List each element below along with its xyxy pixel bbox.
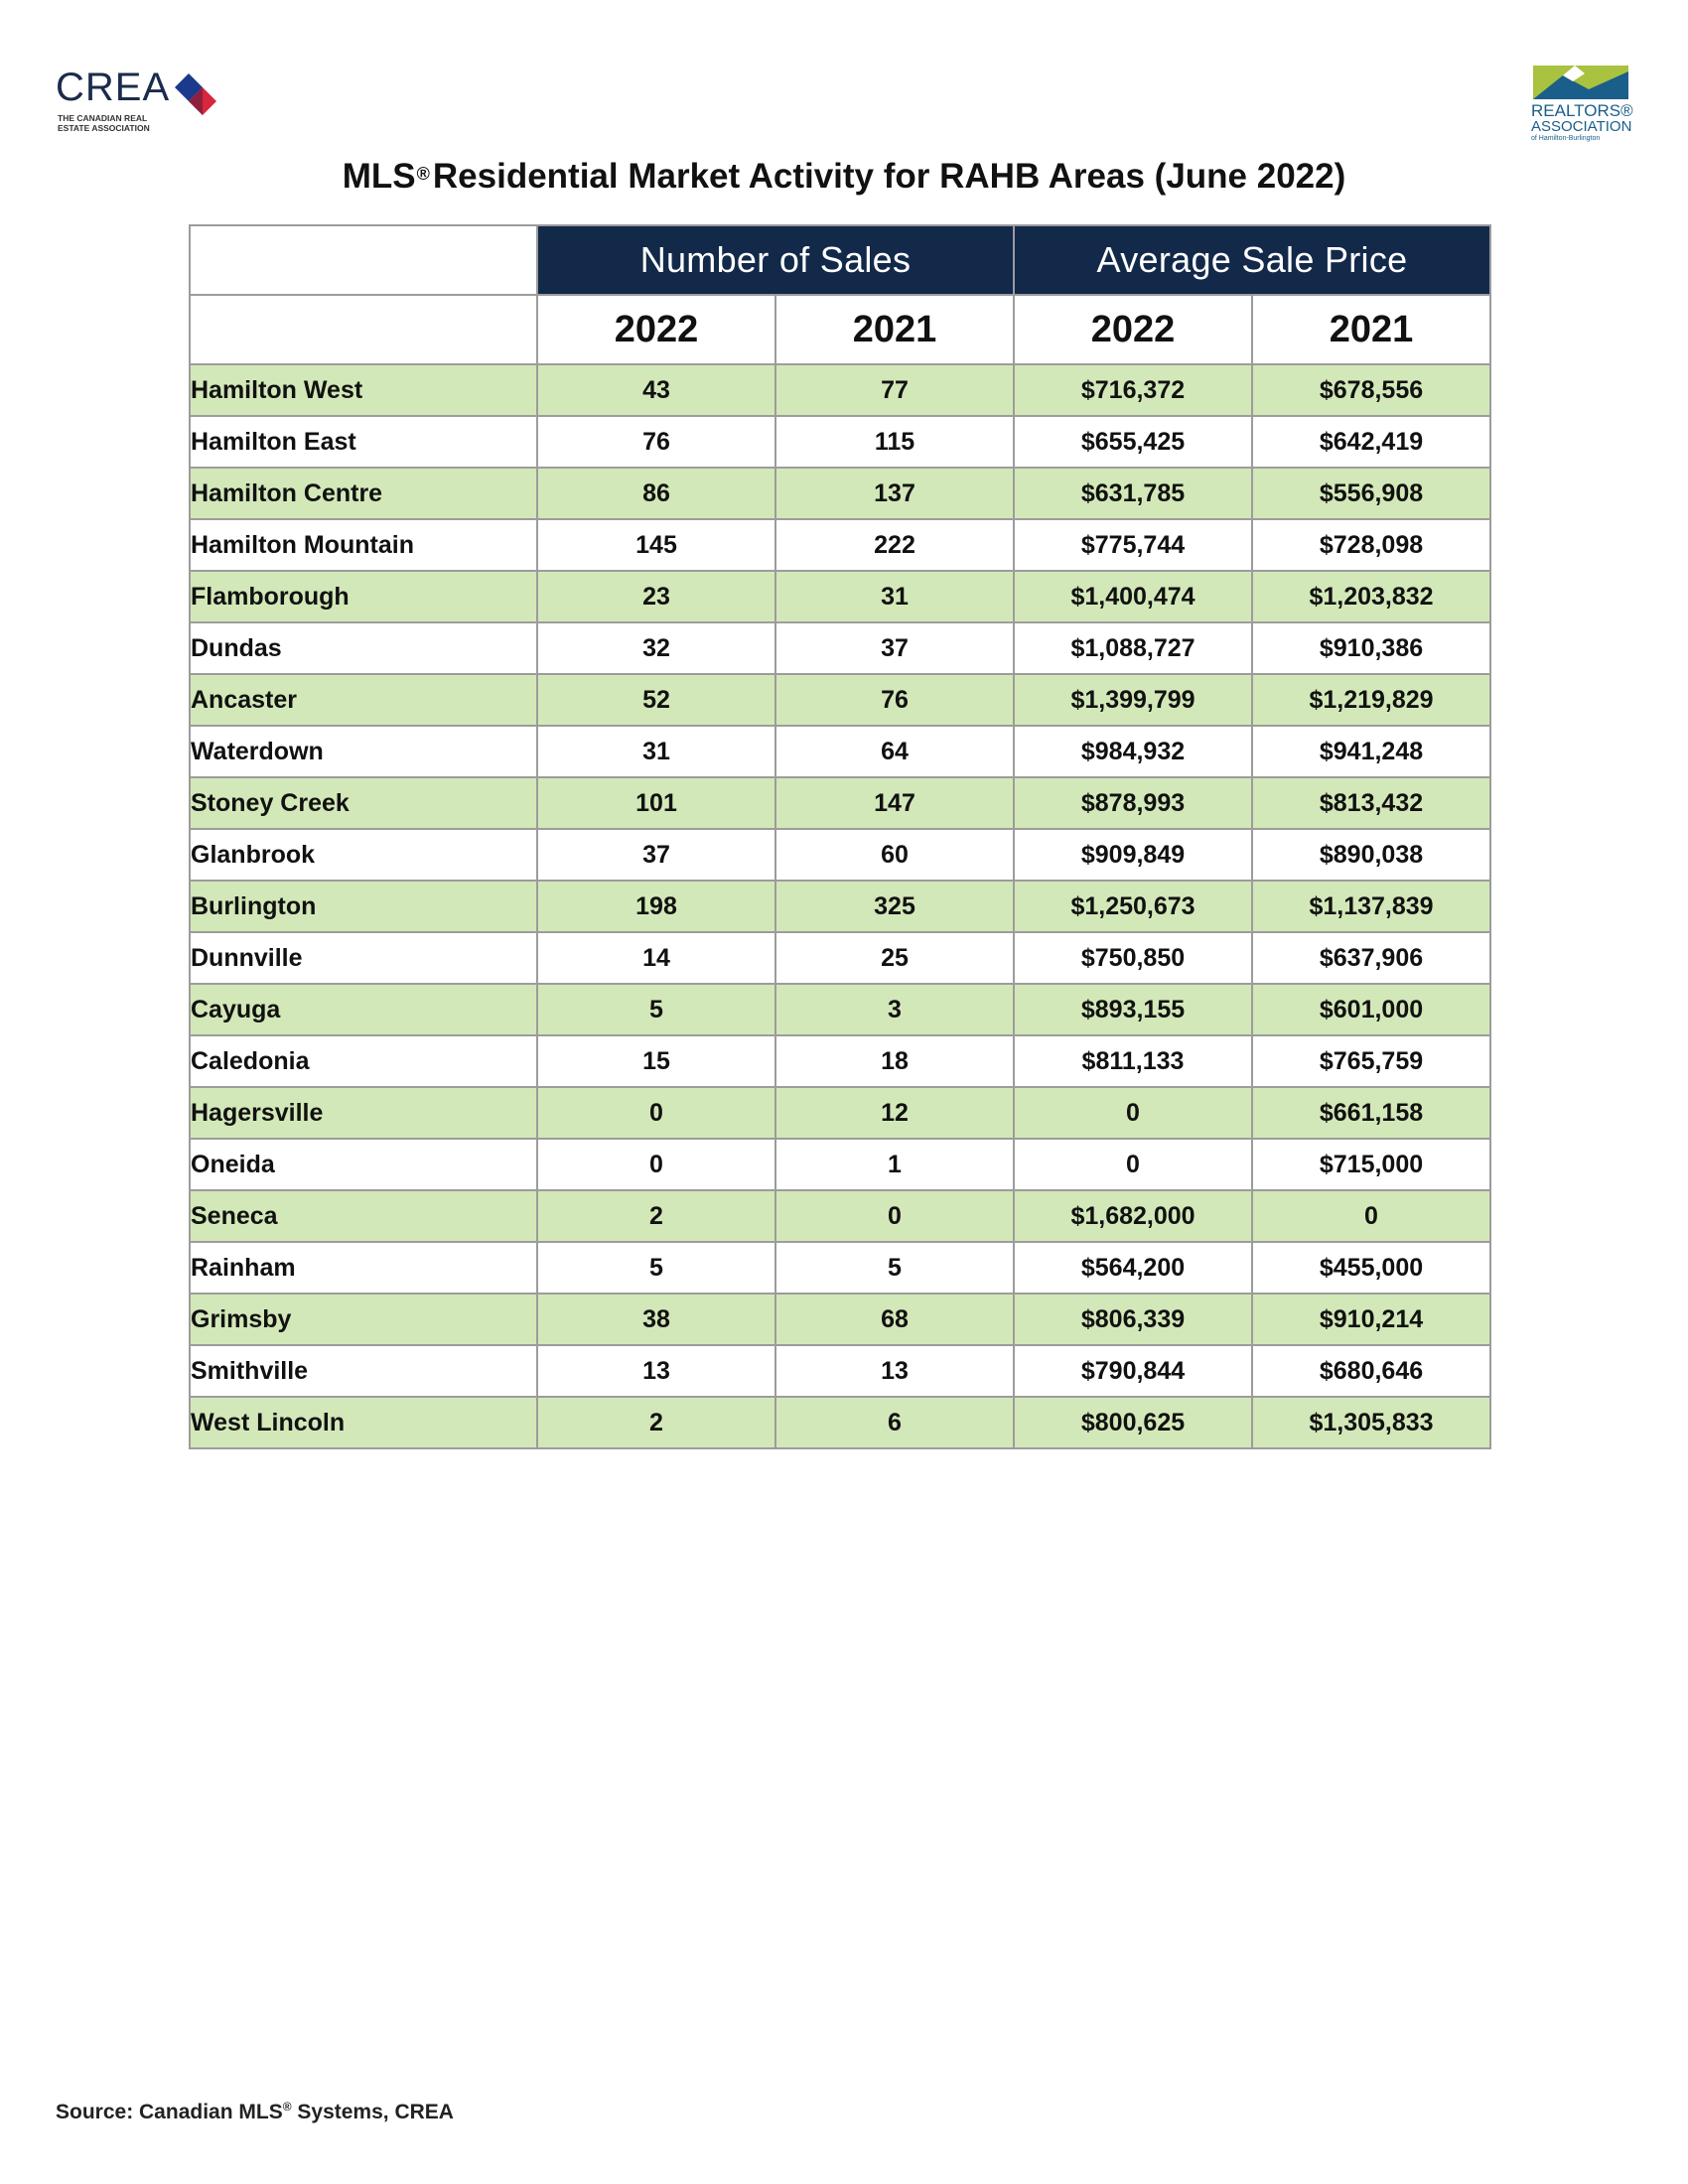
table-row — [190, 571, 1490, 622]
rahb-logo — [1517, 66, 1636, 151]
table-row — [190, 1397, 1490, 1448]
price-2022-cell: $1,400,474 — [1014, 571, 1252, 622]
sales-2021-cell: 1 — [775, 1139, 1014, 1190]
sales-2021-cell: 25 — [775, 932, 1014, 984]
area-name-cell: Smithville — [190, 1345, 537, 1397]
sales-2021-cell: 147 — [775, 777, 1014, 829]
area-name-cell: Glanbrook — [190, 829, 537, 881]
sales-2021-cell: 77 — [775, 364, 1014, 416]
price-2022-cell: $878,993 — [1014, 777, 1252, 829]
price-2021-cell: $765,759 — [1252, 1035, 1490, 1087]
rahb-logo-wordmark: REALTORS® — [1531, 101, 1633, 120]
price-2022-cell: $750,850 — [1014, 932, 1252, 984]
page-title-rest: Residential Market Activity for RAHB Areas (June 2022) — [432, 157, 1346, 196]
sales-2022-cell: 5 — [537, 984, 775, 1035]
rahb-house-icon — [1533, 66, 1628, 99]
sales-2022-cell: 86 — [537, 468, 775, 519]
price-2022-cell: $806,339 — [1014, 1294, 1252, 1345]
area-name-cell: Flamborough — [190, 571, 537, 622]
area-name-cell: Hamilton Mountain — [190, 519, 537, 571]
area-name-cell: Seneca — [190, 1190, 537, 1242]
rahb-logo-subtitle: of Hamilton-Burlington — [1531, 135, 1601, 142]
crea-logo — [56, 66, 234, 141]
year-header-price-2022: 2022 — [1014, 295, 1252, 364]
price-2021-cell: $661,158 — [1252, 1087, 1490, 1139]
price-2022-cell: $800,625 — [1014, 1397, 1252, 1448]
sales-2022-cell: 2 — [537, 1190, 775, 1242]
sales-2021-cell: 68 — [775, 1294, 1014, 1345]
source-prefix: Source: Canadian MLS — [56, 2101, 283, 2123]
sales-2022-cell: 0 — [537, 1087, 775, 1139]
price-2021-cell: $642,419 — [1252, 416, 1490, 468]
sales-2022-cell: 14 — [537, 932, 775, 984]
area-name-cell: Hagersville — [190, 1087, 537, 1139]
sales-2021-cell: 3 — [775, 984, 1014, 1035]
header-blank-cell — [190, 225, 537, 295]
price-2021-cell: $680,646 — [1252, 1345, 1490, 1397]
sales-2021-cell: 5 — [775, 1242, 1014, 1294]
table-row — [190, 1139, 1490, 1190]
price-2021-cell: $1,219,829 — [1252, 674, 1490, 726]
sales-2021-cell: 64 — [775, 726, 1014, 777]
sales-2022-cell: 15 — [537, 1035, 775, 1087]
sales-2021-cell: 115 — [775, 416, 1014, 468]
price-2022-cell: $1,682,000 — [1014, 1190, 1252, 1242]
table-row — [190, 984, 1490, 1035]
sales-2022-cell: 76 — [537, 416, 775, 468]
price-2021-cell: $941,248 — [1252, 726, 1490, 777]
area-name-cell: Dunnville — [190, 932, 537, 984]
sales-2022-cell: 31 — [537, 726, 775, 777]
source-note — [56, 2100, 454, 2124]
sales-2021-cell: 60 — [775, 829, 1014, 881]
market-activity-table — [189, 224, 1491, 1449]
price-2022-cell: $775,744 — [1014, 519, 1252, 571]
area-name-cell: Grimsby — [190, 1294, 537, 1345]
price-2021-cell: $910,214 — [1252, 1294, 1490, 1345]
table-row — [190, 364, 1490, 416]
sales-2022-cell: 38 — [537, 1294, 775, 1345]
sales-2021-cell: 31 — [775, 571, 1014, 622]
sales-2021-cell: 6 — [775, 1397, 1014, 1448]
area-name-cell: Dundas — [190, 622, 537, 674]
price-2022-cell: 0 — [1014, 1087, 1252, 1139]
area-name-cell: Caledonia — [190, 1035, 537, 1087]
price-2022-cell: $1,088,727 — [1014, 622, 1252, 674]
area-name-cell: Oneida — [190, 1139, 537, 1190]
table-row — [190, 416, 1490, 468]
page-title-prefix: MLS — [342, 157, 416, 196]
header-number-of-sales: Number of Sales — [537, 225, 1014, 295]
sales-2022-cell: 0 — [537, 1139, 775, 1190]
price-2022-cell: $631,785 — [1014, 468, 1252, 519]
year-blank-cell — [190, 295, 537, 364]
table-row — [190, 622, 1490, 674]
area-name-cell: Waterdown — [190, 726, 537, 777]
price-2021-cell: $1,137,839 — [1252, 881, 1490, 932]
registered-mark: ® — [416, 164, 430, 184]
sales-2021-cell: 12 — [775, 1087, 1014, 1139]
price-2022-cell: $1,399,799 — [1014, 674, 1252, 726]
sales-2022-cell: 5 — [537, 1242, 775, 1294]
price-2021-cell: $556,908 — [1252, 468, 1490, 519]
header-average-sale-price: Average Sale Price — [1014, 225, 1490, 295]
crea-diamond-icon — [173, 68, 228, 127]
area-name-cell: Hamilton West — [190, 364, 537, 416]
table-row — [190, 1242, 1490, 1294]
sales-2022-cell: 198 — [537, 881, 775, 932]
price-2022-cell: $984,932 — [1014, 726, 1252, 777]
area-name-cell: Stoney Creek — [190, 777, 537, 829]
sales-2022-cell: 23 — [537, 571, 775, 622]
price-2022-cell: $790,844 — [1014, 1345, 1252, 1397]
price-2022-cell: $909,849 — [1014, 829, 1252, 881]
price-2022-cell: $716,372 — [1014, 364, 1252, 416]
sales-2021-cell: 0 — [775, 1190, 1014, 1242]
area-name-cell: Hamilton Centre — [190, 468, 537, 519]
table-row — [190, 932, 1490, 984]
price-2021-cell: $890,038 — [1252, 829, 1490, 881]
table-row — [190, 726, 1490, 777]
price-2021-cell: 0 — [1252, 1190, 1490, 1242]
year-header-price-2021: 2021 — [1252, 295, 1490, 364]
sales-2022-cell: 37 — [537, 829, 775, 881]
table-body — [190, 364, 1490, 1448]
sales-2021-cell: 76 — [775, 674, 1014, 726]
price-2021-cell: $637,906 — [1252, 932, 1490, 984]
price-2021-cell: $455,000 — [1252, 1242, 1490, 1294]
page-title — [0, 157, 1688, 197]
price-2021-cell: $1,305,833 — [1252, 1397, 1490, 1448]
price-2021-cell: $601,000 — [1252, 984, 1490, 1035]
price-2021-cell: $728,098 — [1252, 519, 1490, 571]
table-row — [190, 1294, 1490, 1345]
year-header-sales-2022: 2022 — [537, 295, 775, 364]
sales-2022-cell: 13 — [537, 1345, 775, 1397]
sales-2021-cell: 222 — [775, 519, 1014, 571]
table-row — [190, 1087, 1490, 1139]
table-year-header-row — [190, 295, 1490, 364]
area-name-cell: Rainham — [190, 1242, 537, 1294]
source-rest: Systems, CREA — [291, 2101, 454, 2123]
crea-logo-wordmark: CREA — [56, 66, 171, 109]
sales-2022-cell: 101 — [537, 777, 775, 829]
sales-2021-cell: 18 — [775, 1035, 1014, 1087]
price-2022-cell: $1,250,673 — [1014, 881, 1252, 932]
table-row — [190, 881, 1490, 932]
crea-logo-subtitle: THE CANADIAN REAL ESTATE ASSOCIATION — [58, 113, 150, 133]
table-row — [190, 1345, 1490, 1397]
table-row — [190, 519, 1490, 571]
sales-2021-cell: 13 — [775, 1345, 1014, 1397]
sales-2022-cell: 52 — [537, 674, 775, 726]
price-2022-cell: $655,425 — [1014, 416, 1252, 468]
year-header-sales-2021: 2021 — [775, 295, 1014, 364]
price-2021-cell: $813,432 — [1252, 777, 1490, 829]
price-2022-cell: $893,155 — [1014, 984, 1252, 1035]
area-name-cell: Cayuga — [190, 984, 537, 1035]
price-2021-cell: $715,000 — [1252, 1139, 1490, 1190]
table-row — [190, 1190, 1490, 1242]
price-2022-cell: $564,200 — [1014, 1242, 1252, 1294]
price-2022-cell: 0 — [1014, 1139, 1252, 1190]
area-name-cell: Hamilton East — [190, 416, 537, 468]
sales-2022-cell: 32 — [537, 622, 775, 674]
source-registered-mark: ® — [282, 2100, 292, 2114]
price-2021-cell: $678,556 — [1252, 364, 1490, 416]
price-2022-cell: $811,133 — [1014, 1035, 1252, 1087]
area-name-cell: Burlington — [190, 881, 537, 932]
table-row — [190, 674, 1490, 726]
table-row — [190, 1035, 1490, 1087]
price-2021-cell: $910,386 — [1252, 622, 1490, 674]
table-row — [190, 468, 1490, 519]
sales-2021-cell: 325 — [775, 881, 1014, 932]
sales-2021-cell: 37 — [775, 622, 1014, 674]
sales-2021-cell: 137 — [775, 468, 1014, 519]
area-name-cell: Ancaster — [190, 674, 537, 726]
table-row — [190, 829, 1490, 881]
rahb-logo-wordmark-2: ASSOCIATION — [1531, 118, 1632, 135]
sales-2022-cell: 145 — [537, 519, 775, 571]
table-group-header-row — [190, 225, 1490, 295]
sales-2022-cell: 2 — [537, 1397, 775, 1448]
sales-2022-cell: 43 — [537, 364, 775, 416]
area-name-cell: West Lincoln — [190, 1397, 537, 1448]
price-2021-cell: $1,203,832 — [1252, 571, 1490, 622]
table-row — [190, 777, 1490, 829]
